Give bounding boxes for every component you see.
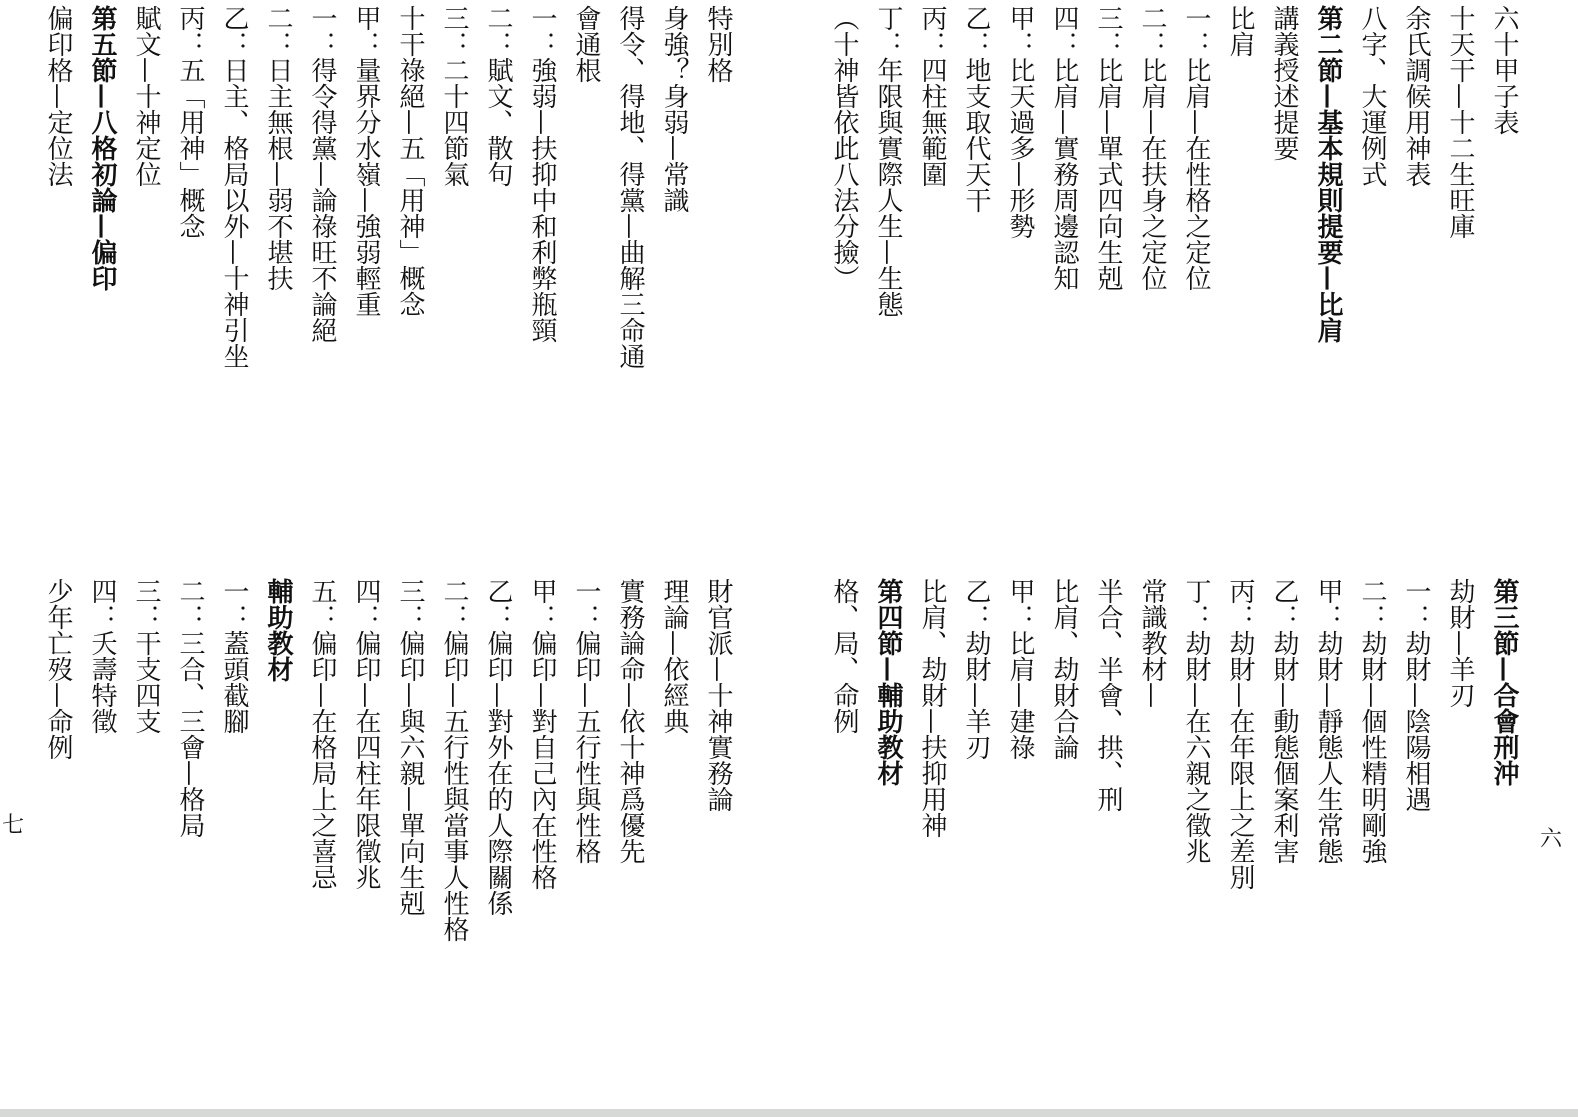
toc-entry-title: 四：偏印—在四柱年限徵兆 <box>351 578 381 890</box>
toc-entry <box>432 5 476 515</box>
toc-entry <box>1350 5 1394 515</box>
toc-entry <box>1042 578 1086 1098</box>
toc-entry-title: 甲：偏印—對自己內在性格 <box>527 578 557 890</box>
toc-entry-title: 二：三合、三會—格局 <box>175 578 205 838</box>
toc-entry-title: 第三節—合會刑沖 <box>1489 578 1519 786</box>
toc-entry-title: 三：比肩—單式四向生剋 <box>1093 5 1123 291</box>
toc-entry <box>1218 578 1262 1098</box>
toc-entry <box>1394 578 1438 1098</box>
toc-entry <box>36 578 80 1098</box>
toc-entry <box>212 5 256 515</box>
toc-entry <box>1174 578 1218 1098</box>
toc-entry <box>652 578 696 1098</box>
toc-entry-title: 丙：四柱無範圍 <box>917 5 947 187</box>
toc-entry-title: 丁：年限與實際人生—生態 <box>873 5 903 317</box>
toc-entry <box>520 5 564 515</box>
toc-entry <box>476 5 520 515</box>
toc-entry <box>608 5 652 515</box>
toc-entry <box>954 5 998 515</box>
toc-entry-title: 六十甲子表 <box>1489 5 1519 135</box>
toc-section-heading <box>1482 578 1526 1098</box>
toc-entry <box>388 578 432 1098</box>
toc-entry <box>388 5 432 515</box>
toc-entry-title: 會通根 <box>571 5 601 83</box>
toc-entry <box>652 5 696 515</box>
toc-entry-title: 乙：劫財—動態個案利害 <box>1269 578 1299 864</box>
toc-entry-title: 十天干—十二生旺庫 <box>1445 5 1475 239</box>
toc-entry-title: 第四節—輔助教材 <box>873 578 903 786</box>
toc-entry <box>1262 578 1306 1098</box>
toc-entry-title: 二：日主無根—弱不堪扶 <box>263 5 293 291</box>
toc-entry-title: 講義授述提要 <box>1269 5 1299 161</box>
toc-entry-title: 比肩、劫財—扶抑用神 <box>917 578 947 838</box>
toc-entry-title: 二：偏印—五行性與當事人性格 <box>439 578 469 942</box>
toc-section-heading <box>1306 5 1350 515</box>
toc-entry <box>1218 5 1262 515</box>
toc-entry-title: 劫財—羊刃 <box>1445 578 1475 708</box>
toc-entry-title: 財官派—十神實務論 <box>703 578 733 812</box>
bottom-edge <box>0 1109 1578 1117</box>
toc-entry <box>36 5 80 515</box>
toc-entry-title: 常識教材— <box>1137 578 1167 708</box>
toc-entry-title: 偏印格—定位法 <box>43 5 73 187</box>
toc-entry <box>564 578 608 1098</box>
toc-entry-title: 甲：比天過多—形勢 <box>1005 5 1035 239</box>
toc-entry-title: 一：偏印—五行性與性格 <box>571 578 601 864</box>
toc-entry-title: 丁：劫財—在六親之徵兆 <box>1181 578 1211 864</box>
toc-entry <box>300 5 344 515</box>
toc-entry <box>1130 5 1174 515</box>
toc-section-heading <box>80 5 124 515</box>
toc-entry <box>998 578 1042 1098</box>
toc-entry <box>696 5 740 515</box>
toc-entry-title: 五：偏印—在格局上之喜忌 <box>307 578 337 890</box>
toc-entry <box>1130 578 1174 1098</box>
toc-entry <box>1438 578 1482 1098</box>
toc-entry-title: 甲：比肩—建祿 <box>1005 578 1035 760</box>
toc-entry-title: 丙：劫財—在年限上之差別 <box>1225 578 1255 890</box>
toc-entry-title: 實務論命—依十神爲優先 <box>615 578 645 864</box>
toc-entry <box>124 5 168 515</box>
toc-entry-title: 比肩 <box>1225 5 1255 57</box>
toc-bottom-left <box>36 578 740 1098</box>
toc-entry-title: 理論—依經典 <box>659 578 689 734</box>
toc-entry <box>1086 5 1130 515</box>
toc-entry <box>1262 5 1306 515</box>
toc-entry-title: 三：偏印—與六親—單向生剋 <box>395 578 425 916</box>
toc-entry-title: 一：蓋頭截腳 <box>219 578 249 734</box>
page-number-right: 六 <box>1540 827 1563 852</box>
toc-entry <box>1394 5 1438 515</box>
toc-entry-title: 乙：偏印—對外在的人際關係 <box>483 578 513 916</box>
toc-entry-title: 乙：日主、格局以外—十神引坐 <box>219 5 249 369</box>
toc-entry-title: 一：劫財—陰陽相遇 <box>1401 578 1431 812</box>
toc-entry <box>1306 578 1350 1098</box>
toc-entry <box>822 5 866 515</box>
toc-entry-title: 一：得令得黨—論祿旺不論絕 <box>307 5 337 343</box>
toc-entry <box>1174 5 1218 515</box>
toc-top-left <box>36 5 740 515</box>
toc-entry-title: 一：強弱—扶抑中和利弊瓶頸 <box>527 5 557 343</box>
toc-entry-title: 二：賦文、散句 <box>483 5 513 187</box>
toc-entry <box>822 578 866 1098</box>
toc-entry-title: 第二節—基本規則提要—比肩 <box>1313 5 1343 343</box>
toc-section-heading <box>256 578 300 1098</box>
toc-entry <box>1086 578 1130 1098</box>
toc-entry <box>608 578 652 1098</box>
toc-entry <box>124 578 168 1098</box>
toc-entry-title: 丙：五「用神」概念 <box>175 5 205 239</box>
toc-entry <box>80 578 124 1098</box>
toc-entry-title: 三：干支四支 <box>131 578 161 734</box>
toc-entry-title: 特別格 <box>703 5 733 83</box>
toc-top-right <box>822 5 1526 515</box>
toc-entry-title: 四：夭壽特徵 <box>87 578 117 734</box>
toc-entry-title: 乙：劫財—羊刃 <box>961 578 991 760</box>
toc-entry <box>344 5 388 515</box>
toc-entry-title: 第五節—八格初論—偏印 <box>87 5 117 291</box>
toc-entry <box>910 578 954 1098</box>
toc-entry <box>1350 578 1394 1098</box>
toc-entry-title: 身強？身弱—常識 <box>659 5 689 213</box>
toc-entry-title: 十干祿絕—五「用神」概念 <box>395 5 425 317</box>
toc-entry <box>696 578 740 1098</box>
toc-entry-title: 少年亡歿—命例 <box>43 578 73 760</box>
toc-entry <box>300 578 344 1098</box>
toc-entry <box>520 578 564 1098</box>
toc-entry <box>998 5 1042 515</box>
toc-entry <box>212 578 256 1098</box>
toc-entry <box>1042 5 1086 515</box>
toc-entry <box>564 5 608 515</box>
toc-entry <box>432 578 476 1098</box>
toc-entry-title: 格、局、命例 <box>829 578 859 734</box>
toc-entry-title: 四：比肩—實務周邊認知 <box>1049 5 1079 291</box>
toc-entry <box>1438 5 1482 515</box>
toc-entry-title: 二：比肩—在扶身之定位 <box>1137 5 1167 291</box>
toc-entry-title: 甲：劫財—靜態人生常態 <box>1313 578 1343 864</box>
toc-entry-title: 一：比肩—在性格之定位 <box>1181 5 1211 291</box>
toc-bottom-right <box>822 578 1526 1098</box>
toc-entry-title: 半合、半會、拱、刑 <box>1093 578 1123 812</box>
toc-entry <box>256 5 300 515</box>
toc-entry <box>344 578 388 1098</box>
toc-entry-title: 比肩、劫財合論 <box>1049 578 1079 760</box>
toc-entry-title: 賦文—十神定位 <box>131 5 161 187</box>
toc-entry-title: 二：劫財—個性精明剛強 <box>1357 578 1387 864</box>
toc-entry-title: （十神皆依此八法分撿） <box>829 5 859 291</box>
toc-entry-title: 三：二十四節氣 <box>439 5 469 187</box>
toc-entry <box>168 5 212 515</box>
toc-entry-title: 甲：量界分水嶺—強弱輕重 <box>351 5 381 317</box>
page-number-left: 七 <box>2 813 25 838</box>
toc-entry <box>168 578 212 1098</box>
toc-section-heading <box>866 578 910 1098</box>
toc-entry <box>1482 5 1526 515</box>
toc-entry <box>910 5 954 515</box>
toc-entry <box>954 578 998 1098</box>
toc-entry-title: 八字、大運例式 <box>1357 5 1387 187</box>
toc-entry-title: 乙：地支取代天干 <box>961 5 991 213</box>
toc-entry-title: 得令、得地、得黨—曲解三命通 <box>615 5 645 369</box>
toc-entry-title: 余氏調候用神表 <box>1401 5 1431 187</box>
toc-entry <box>476 578 520 1098</box>
toc-entry-title: 輔助教材 <box>263 578 293 682</box>
toc-entry <box>866 5 910 515</box>
